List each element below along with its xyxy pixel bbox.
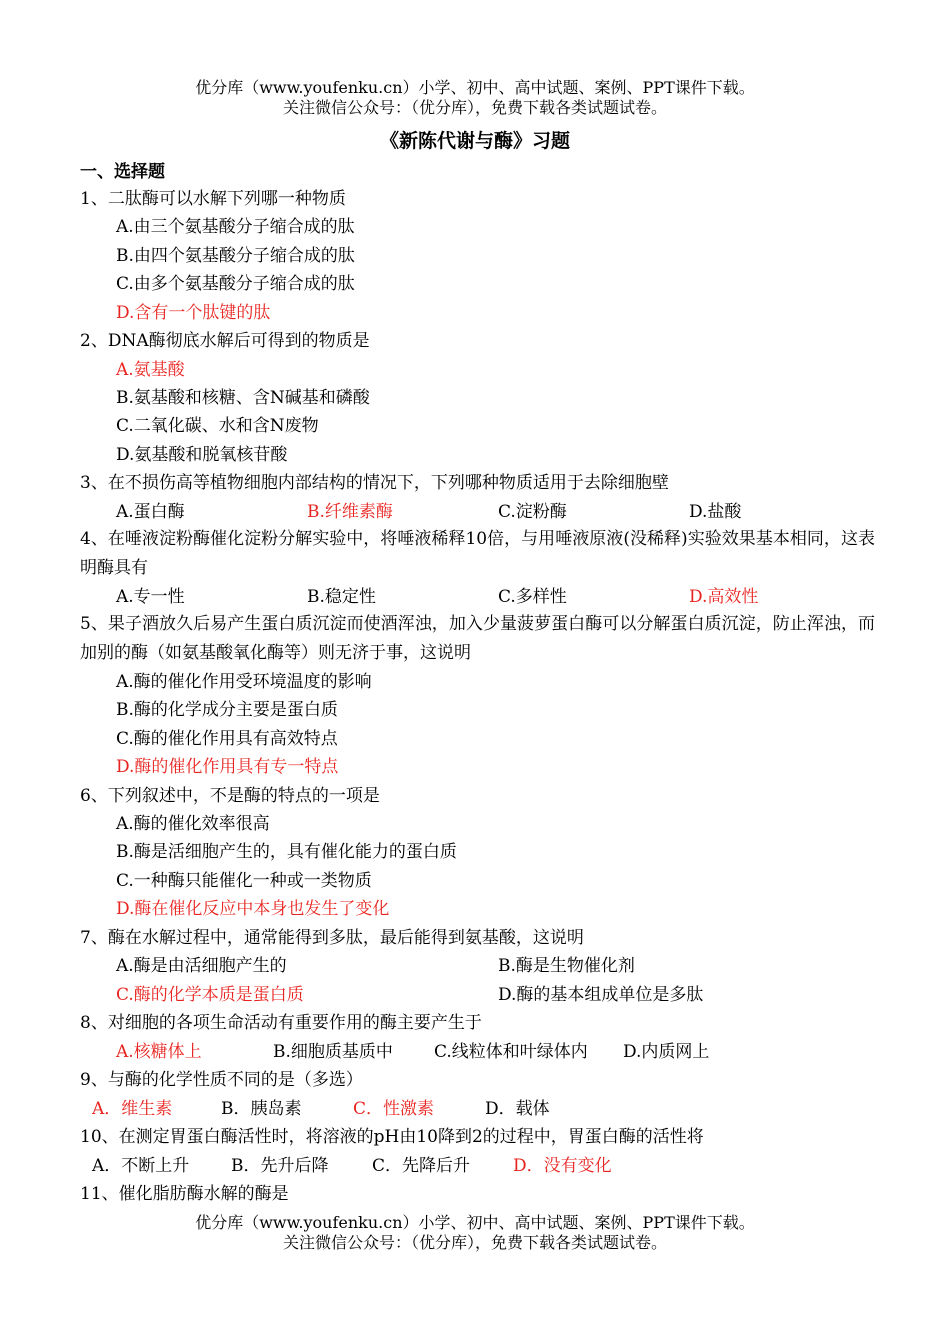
question-7-stem: 7、酶在水解过程中，通常能得到多肽，最后能得到氨基酸，这说明	[80, 928, 584, 948]
footer-line-2: 关注微信公众号：（优分库），免费下载各类试题试卷。	[282, 1233, 667, 1252]
question-9-option-d: D．载体	[485, 1099, 550, 1119]
question-1-option-b: B.由四个氨基酸分子缩合成的肽	[116, 246, 355, 266]
question-5-option-d-answer: D.酶的催化作用具有专一特点	[116, 757, 339, 777]
question-1-option-d-answer: D.含有一个肽键的肽	[116, 303, 271, 323]
question-10-stem: 10、在测定胃蛋白酶活性时，将溶液的pH由10降到2的过程中，胃蛋白酶的活性将	[80, 1127, 704, 1147]
question-1-stem: 1、二肽酶可以水解下列哪一种物质	[80, 189, 346, 209]
question-11-stem: 11、催化脂肪酶水解的酶是	[80, 1184, 289, 1204]
question-2-option-a-answer: A.氨基酸	[116, 360, 185, 380]
question-2-option-c: C.二氧化碳、水和含N废物	[116, 416, 319, 436]
question-1-option-c: C.由多个氨基酸分子缩合成的肽	[116, 274, 355, 294]
question-3-option-c: C.淀粉酶	[498, 502, 567, 522]
header-line-1: 优分库（www.youfenku.cn）小学、初中、高中试题、案例、PPT课件下载。	[195, 78, 755, 97]
question-2-option-b: B.氨基酸和核糖、含N碱基和磷酸	[116, 388, 370, 408]
header-line-2: 关注微信公众号：（优分库），免费下载各类试题试卷。	[282, 98, 667, 117]
question-7-option-c-answer: C.酶的化学本质是蛋白质	[116, 985, 304, 1005]
question-10-option-d-answer: D．没有变化	[513, 1156, 612, 1176]
question-10-option-b: B．先升后降	[231, 1156, 329, 1176]
question-6-option-a: A.酶的催化效率很高	[116, 814, 270, 834]
question-7-option-a: A.酶是由活细胞产生的	[116, 956, 287, 976]
question-4-option-c: C.多样性	[498, 587, 567, 607]
question-5-option-b: B.酶的化学成分主要是蛋白质	[116, 700, 338, 720]
question-3-option-a: A.蛋白酶	[116, 502, 185, 522]
question-8-option-b: B.细胞质基质中	[273, 1042, 393, 1062]
question-4-option-d-answer: D.高效性	[689, 587, 759, 607]
question-10-option-a: A．不断上升	[92, 1156, 190, 1176]
question-6-option-d-answer: D.酶在催化反应中本身也发生了变化	[116, 899, 390, 919]
question-4-option-a: A.专一性	[116, 587, 185, 607]
question-1-option-a: A.由三个氨基酸分子缩合成的肽	[116, 217, 355, 237]
question-7-option-b: B.酶是生物催化剂	[498, 956, 635, 976]
question-8-stem: 8、对细胞的各项生命活动有重要作用的酶主要产生于	[80, 1013, 482, 1033]
question-2-option-d: D.氨基酸和脱氧核苷酸	[116, 445, 288, 465]
question-8-option-c: C.线粒体和叶绿体内	[434, 1042, 588, 1062]
footer-line-1: 优分库（www.youfenku.cn）小学、初中、高中试题、案例、PPT课件下载。	[195, 1213, 755, 1232]
question-8-option-a-answer: A.核糖体上	[116, 1042, 202, 1062]
question-9-option-b: B．胰岛素	[221, 1099, 302, 1119]
question-5-option-a: A.酶的催化作用受环境温度的影响	[116, 672, 372, 692]
section-heading: 一、选择题	[80, 162, 165, 182]
question-4-option-b: B.稳定性	[307, 587, 376, 607]
question-5-stem: 5、果子酒放久后易产生蛋白质沉淀而使酒浑浊，加入少量菠萝蛋白酶可以分解蛋白质沉淀，防止浑浊，而加别的酶（如氨基酸氧化酶等）则无济于事，这说明	[80, 614, 875, 663]
question-6-option-c: C.一种酶只能催化一种或一类物质	[116, 871, 372, 891]
question-9-option-a-answer: A．维生素	[92, 1099, 173, 1119]
question-2-stem: 2、DNA酶彻底水解后可得到的物质是	[80, 331, 370, 351]
question-9-option-c-answer: C．性激素	[353, 1099, 435, 1119]
question-9-stem: 9、与酶的化学性质不同的是（多选）	[80, 1070, 363, 1090]
question-4-stem: 4、在唾液淀粉酶催化淀粉分解实验中，将唾液稀释10倍，与用唾液原液(没稀释)实验效果基本相同，这表明酶具有	[80, 529, 875, 578]
question-3-option-d: D.盐酸	[689, 502, 742, 522]
question-8-option-d: D.内质网上	[623, 1042, 710, 1062]
question-3-option-b-answer: B.纤维素酶	[307, 502, 393, 522]
question-3-stem: 3、在不损伤高等植物细胞内部结构的情况下，下列哪种物质适用于去除细胞壁	[80, 473, 669, 493]
question-10-option-c: C．先降后升	[372, 1156, 471, 1176]
question-5-option-c: C.酶的催化作用具有高效特点	[116, 729, 338, 749]
document-title: 《新陈代谢与酶》习题	[379, 130, 570, 152]
question-6-stem: 6、下列叙述中，不是酶的特点的一项是	[80, 786, 380, 806]
question-6-option-b: B.酶是活细胞产生的，具有催化能力的蛋白质	[116, 842, 457, 862]
question-7-option-d: D.酶的基本组成单位是多肽	[498, 985, 704, 1005]
